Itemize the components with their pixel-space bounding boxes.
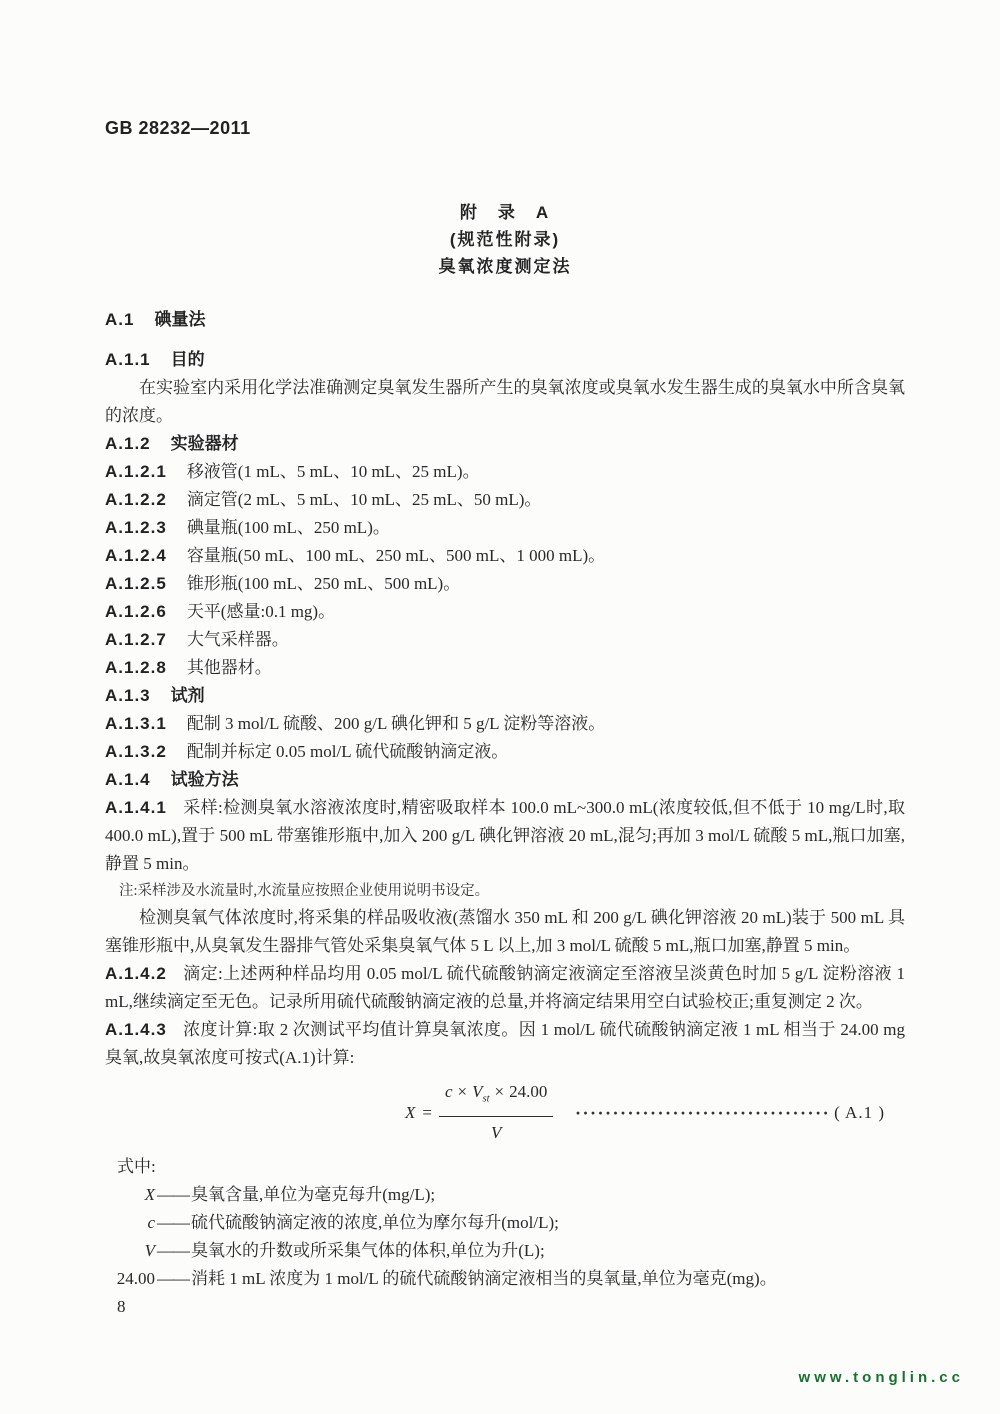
equation-a1: [105, 1078, 885, 1147]
clause-item: [105, 738, 905, 766]
definition-text: 硫代硫酸钠滴定液的浓度,单位为摩尔每升(mol/L);: [191, 1213, 559, 1233]
definition-term: 24.00: [116, 1269, 155, 1289]
clause-paragraph: [105, 1016, 905, 1072]
body-paragraph: 在实验室内采用化学法准确测定臭氧发生器所产生的臭氧浓度或臭氧水发生器生成的臭氧水中所含臭氧的浓度。: [105, 378, 905, 425]
clause-text: 其他器材。: [186, 658, 272, 677]
clause-item: [105, 654, 905, 682]
definition-row: [105, 1237, 905, 1265]
clause-item: [105, 458, 905, 486]
clause-paragraph: [105, 960, 905, 1016]
formula-lhs: X: [405, 1102, 416, 1122]
clause-number: A.1.3.1: [105, 714, 167, 733]
fraction-denominator: V: [490, 1123, 502, 1143]
clause-number: A.1.4: [105, 770, 151, 789]
variable-vst: [472, 1078, 489, 1113]
note-line: 注:采样涉及水流量时,水流量应按照企业使用说明书设定。: [119, 883, 490, 899]
clause-heading: [105, 766, 905, 794]
definition-text: 臭氧含量,单位为毫克每升(mg/L);: [191, 1185, 436, 1205]
clause-title: 目的: [170, 350, 205, 369]
definition-term: X: [144, 1185, 155, 1205]
clause-number: A.1.2.2: [105, 490, 167, 509]
clause-heading: [105, 306, 905, 334]
clause-title: 试验方法: [170, 770, 239, 789]
clause-number: A.1.2.3: [105, 518, 167, 537]
fraction: [439, 1078, 553, 1147]
body-paragraph: 式中:: [117, 1157, 156, 1177]
clause-number: A.1: [105, 310, 135, 329]
definition-row: [105, 1265, 905, 1293]
clause-item: [105, 710, 905, 738]
fraction-expression: [405, 1078, 553, 1147]
clause-heading: [105, 430, 905, 458]
clause-number: A.1.2.5: [105, 574, 167, 593]
dotted-leader: ··································: [574, 1102, 831, 1123]
definition-list: [105, 1181, 905, 1293]
definition-dash: ——: [157, 1185, 189, 1205]
variable-c: c: [444, 1082, 453, 1101]
appendix-title-block: [105, 199, 905, 280]
appendix-title: 附 录 A: [459, 203, 551, 222]
clause-number: A.1.2: [105, 434, 151, 453]
clause-text: 配制并标定 0.05 mol/L 硫代硫酸钠滴定液。: [186, 742, 509, 761]
multiply-sign: ×: [494, 1082, 505, 1101]
body-paragraph: 检测臭氧气体浓度时,将采集的样品吸收液(蒸馏水 350 mL 和 200 g/L 碘化钾溶液 20 mL)装于 500 mL 具塞锥形瓶中,从臭氧发生器排气管处采集臭氧气体 5 L 以上,加 3 mol/L 硫酸 5 mL,瓶口加塞,静置 5 min。: [105, 908, 905, 955]
clause-heading: [105, 682, 905, 710]
clause-text: 天平(感量:0.1 mg)。: [186, 602, 336, 621]
clause-heading: [105, 346, 905, 374]
clause-number: A.1.4.2: [105, 964, 167, 983]
definition-text: 消耗 1 mL 浓度为 1 mol/L 的硫代硫酸钠滴定液相当的臭氧量,单位为毫克(mg)。: [191, 1269, 777, 1289]
clause-number: A.1.3: [105, 686, 151, 705]
clause-title: 碘量法: [154, 310, 206, 329]
clause-title: 实验器材: [170, 434, 239, 453]
clause-number: A.1.4.1: [105, 798, 167, 817]
definition-row: [105, 1181, 905, 1209]
clause-text: 滴定管(2 mL、5 mL、10 mL、25 mL、50 mL)。: [186, 490, 542, 509]
clause-text: 锥形瓶(100 mL、250 mL、500 mL)。: [186, 574, 461, 593]
clause-number: A.1.2.7: [105, 630, 167, 649]
clause-number: A.1.1: [105, 350, 151, 369]
clause-number: A.1.2.6: [105, 602, 167, 621]
clause-number: A.1.3.2: [105, 742, 167, 761]
definition-dash: ——: [157, 1213, 189, 1233]
appendix-name: 臭氧浓度测定法: [438, 257, 572, 276]
clause-item: [105, 598, 905, 626]
definition-dash: ——: [157, 1269, 189, 1289]
constant-24: 24.00: [509, 1082, 548, 1101]
subscript-st: st: [482, 1093, 490, 1105]
definition-dash: ——: [157, 1241, 189, 1261]
clause-text: 浓度计算:取 2 次测试平均值计算臭氧浓度。因 1 mol/L 硫代硫酸钠滴定液 1 mL 相当于 24.00 mg 臭氧,故臭氧浓度可按式(A.1)计算:: [105, 1020, 905, 1067]
clause-text: 大气采样器。: [186, 630, 289, 649]
standard-number: GB 28232—2011: [105, 118, 251, 138]
page-number: 8: [117, 1297, 126, 1317]
clause-item: [105, 626, 905, 654]
clause-text: 容量瓶(50 mL、100 mL、250 mL、500 mL、1 000 mL)。: [186, 546, 606, 565]
appendix-subtitle: (规范性附录): [449, 230, 561, 249]
clause-text: 采样:检测臭氧水溶液浓度时,精密吸取样本 100.0 mL~300.0 mL(浓度较低,但不低于 10 mg/L时,取 400.0 mL),置于 500 mL 带塞锥形瓶中,加入 200 g/L 碘化钾溶液 20 mL,混匀;再加 3 mol/L 硫酸 5 mL,瓶口加塞,静置 5 min。: [105, 798, 905, 873]
clause-text: 滴定:上述两种样品均用 0.05 mol/L 硫代硫酸钠滴定液滴定至溶液呈淡黄色时加 5 g/L 淀粉溶液 1 mL,继续滴定至无色。记录所用硫代硫酸钠滴定液的总量,并将滴定结果用空白试验校正;重复测定 2 次。: [105, 964, 905, 1011]
definition-row: [105, 1209, 905, 1237]
clause-item: [105, 486, 905, 514]
clause-item: [105, 514, 905, 542]
clause-number: A.1.2.4: [105, 546, 167, 565]
clause-title: 试剂: [170, 686, 205, 705]
clause-number: A.1.4.3: [105, 1020, 167, 1039]
equals-sign: =: [422, 1102, 432, 1122]
document-body: [105, 306, 905, 1293]
watermark-url: www.tonglin.cc: [798, 1369, 964, 1386]
multiply-sign: ×: [457, 1082, 468, 1101]
definition-text: 臭氧水的升数或所采集气体的体积,单位为升(L);: [191, 1241, 545, 1261]
clause-paragraph: [105, 794, 905, 878]
variable-v: V: [472, 1082, 483, 1101]
definition-term: V: [144, 1241, 155, 1261]
clause-number: A.1.2.1: [105, 462, 167, 481]
clause-item: [105, 570, 905, 598]
clause-text: 碘量瓶(100 mL、250 mL)。: [186, 518, 390, 537]
definition-term: c: [147, 1213, 155, 1233]
clause-text: 移液管(1 mL、5 mL、10 mL、25 mL)。: [186, 462, 480, 481]
equation-label: ( A.1 ): [834, 1102, 885, 1122]
clause-text: 配制 3 mol/L 硫酸、200 g/L 碘化钾和 5 g/L 淀粉等溶液。: [186, 714, 606, 733]
fraction-numerator: [439, 1078, 553, 1117]
clause-number: A.1.2.8: [105, 658, 167, 677]
clause-item: [105, 542, 905, 570]
